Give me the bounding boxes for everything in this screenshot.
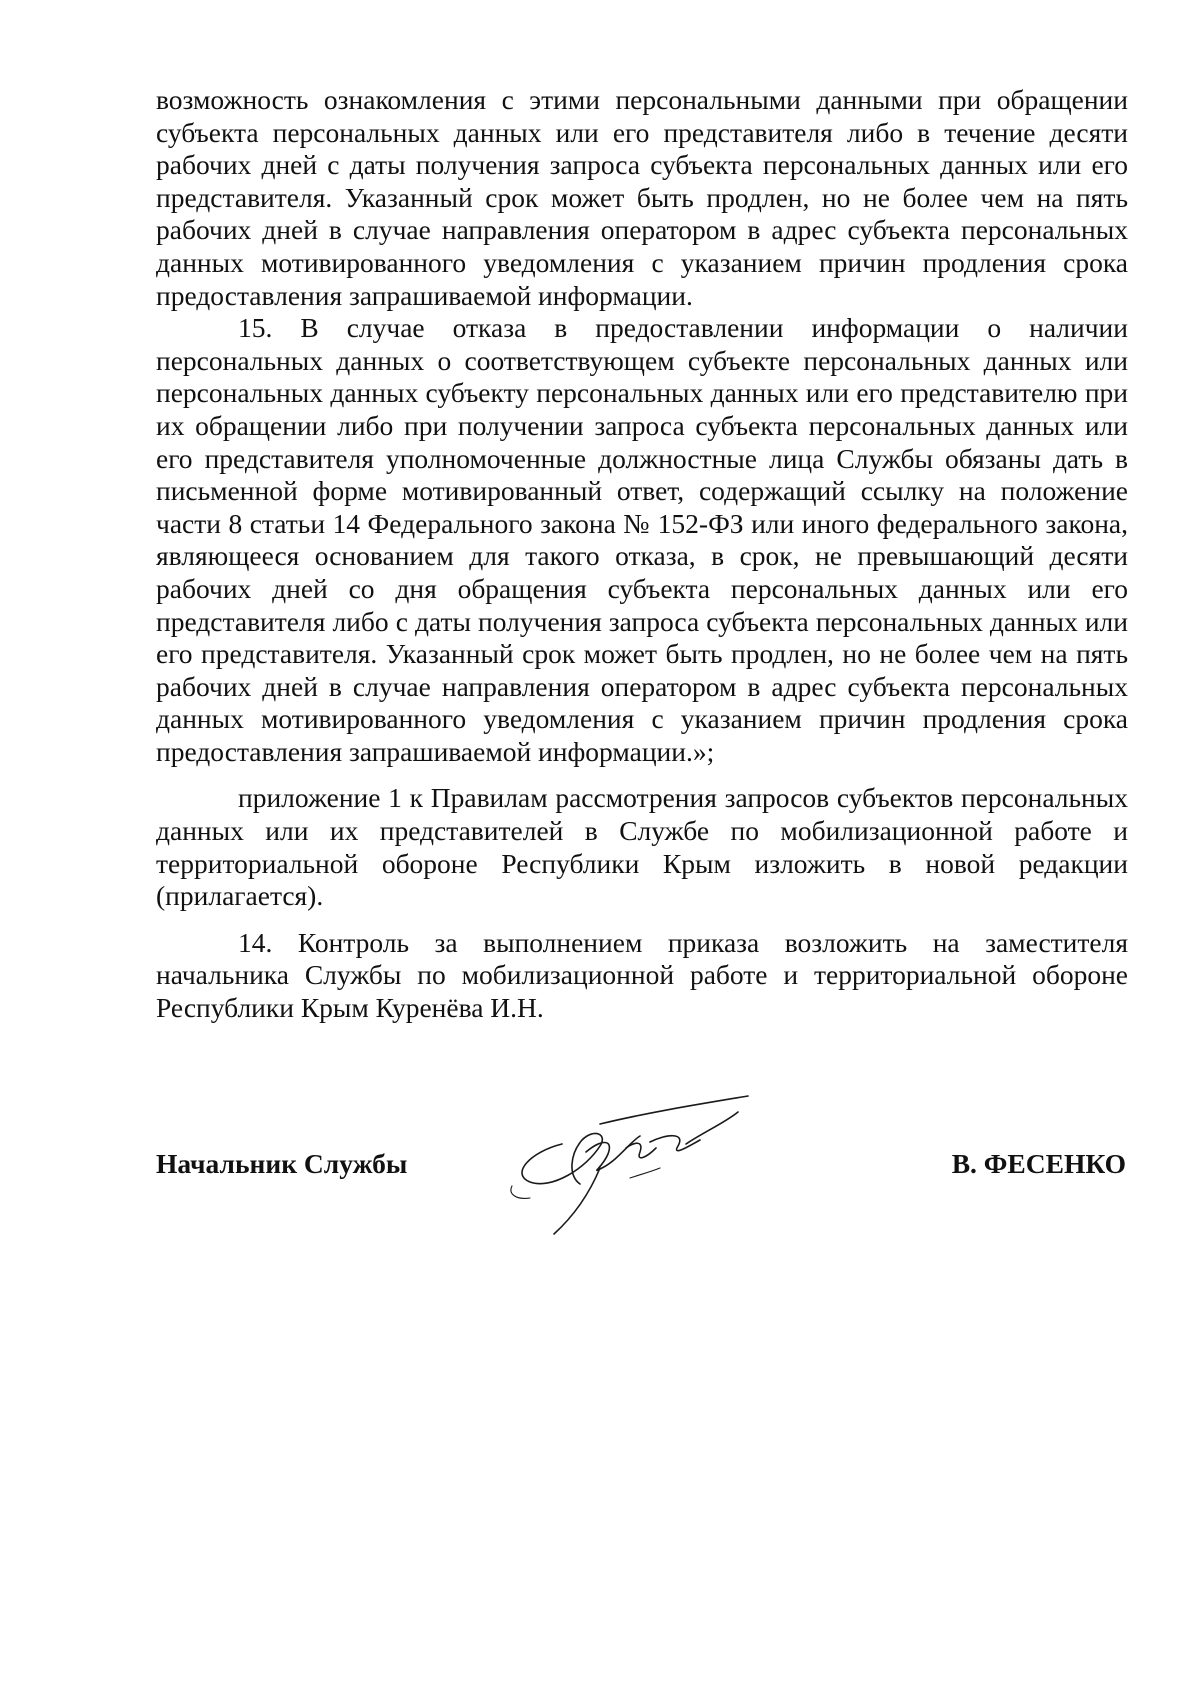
paragraph-appendix-1: приложение 1 к Правилам рассмотрения запросов субъектов персональных данных или их представителей в Службе по мобилизационной работе и территориальной обороне Республики Крым изложить в новой редакции (прилагается). [156, 782, 1128, 912]
paragraph-continuation: возможность ознакомления с этими персональными данными при обращении субъекта персональных данных или его представителя либо в течение десяти рабочих дней с даты получения запроса субъекта персональных данных или его представителя. Указанный срок может быть продлен, но не более чем на пять рабочих дней в случае направления оператором в адрес субъекта персональных данных мотивированного уведомления с указанием причин продления срока предоставления запрашиваемой информации. [156, 84, 1128, 311]
paragraph-item-15: 15. В случае отказа в предоставлении информации о наличии персональных данных о соответствующем субъекте персональных данных или персональных данных субъекту персональных данных или его представителю при их обращении либо при получении запроса субъекта персональных данных или его представителя уполномоченные должностные лица Службы обязаны дать в письменной форме мотивированный ответ, содержащий ссылку на положение части 8 статьи 14 Федерального закона № 152-ФЗ или иного федерального закона, являющееся основанием для такого отказа, в срок, не превышающий десяти рабочих дней со дня обращения субъекта персональных данных или его представителя либо с даты получения запроса субъекта персональных данных или его представителя. Указанный срок может быть продлен, но не более чем на пять рабочих дней в случае направления оператором в адрес субъекта персональных данных мотивированного уведомления с указанием причин продления срока предоставления запрашиваемой информации.»; [156, 312, 1128, 767]
position-title: Начальник Службы [156, 1148, 408, 1179]
document-body [156, 84, 1128, 1025]
handwritten-signature-icon [490, 1082, 780, 1242]
signatory-name: В. ФЕСЕНКО [951, 1148, 1126, 1179]
paragraph-item-14: 14. Контроль за выполнением приказа возложить на заместителя начальника Службы по мобилизационной работе и территориальной обороне Республики Крым Куренёва И.Н. [156, 926, 1128, 1024]
